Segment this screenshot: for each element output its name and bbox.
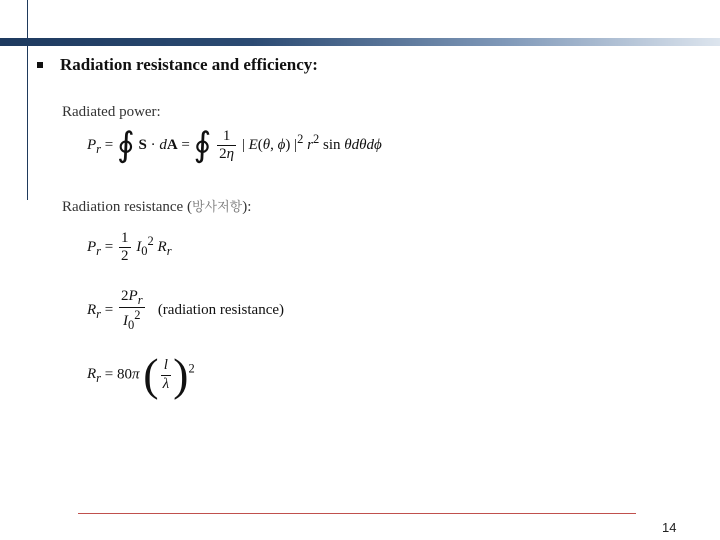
dipole-resistance-equation: $R_r = 80\pi$ ( $\frac{l}{\lambda}$ )$^2$ [87, 349, 195, 400]
page-number: 14 [662, 520, 677, 535]
bullet-square [37, 62, 43, 68]
radiated-power-equation: $P_r$ = ∮ S · dA = ∮ $\frac{1}{2\eta}$ | E(θ, ϕ) $|^2$ $r^2$ sin θdθdϕ [87, 126, 382, 164]
header-bar [0, 38, 720, 46]
radiation-resistance-label: Radiation resistance (방사저항): [62, 199, 252, 215]
slide-heading: Radiation resistance and efficiency: [60, 55, 318, 74]
vertical-accent-line [27, 0, 28, 200]
rr-paren-note: (radiation resistance) [157, 301, 285, 318]
footer-line [78, 513, 636, 514]
power-resistance-equation: $P_r$ = $\frac{1}{2}$ $I_0^2$ $R_r$ [87, 230, 172, 265]
korean-term: 방사저항 [191, 200, 243, 215]
radiated-power-label: Radiated power: [62, 104, 161, 120]
resistance-definition-equation: $R_r$ = $\frac{2P_r}{I_0^2}$ (radiation resistance) [87, 288, 285, 333]
